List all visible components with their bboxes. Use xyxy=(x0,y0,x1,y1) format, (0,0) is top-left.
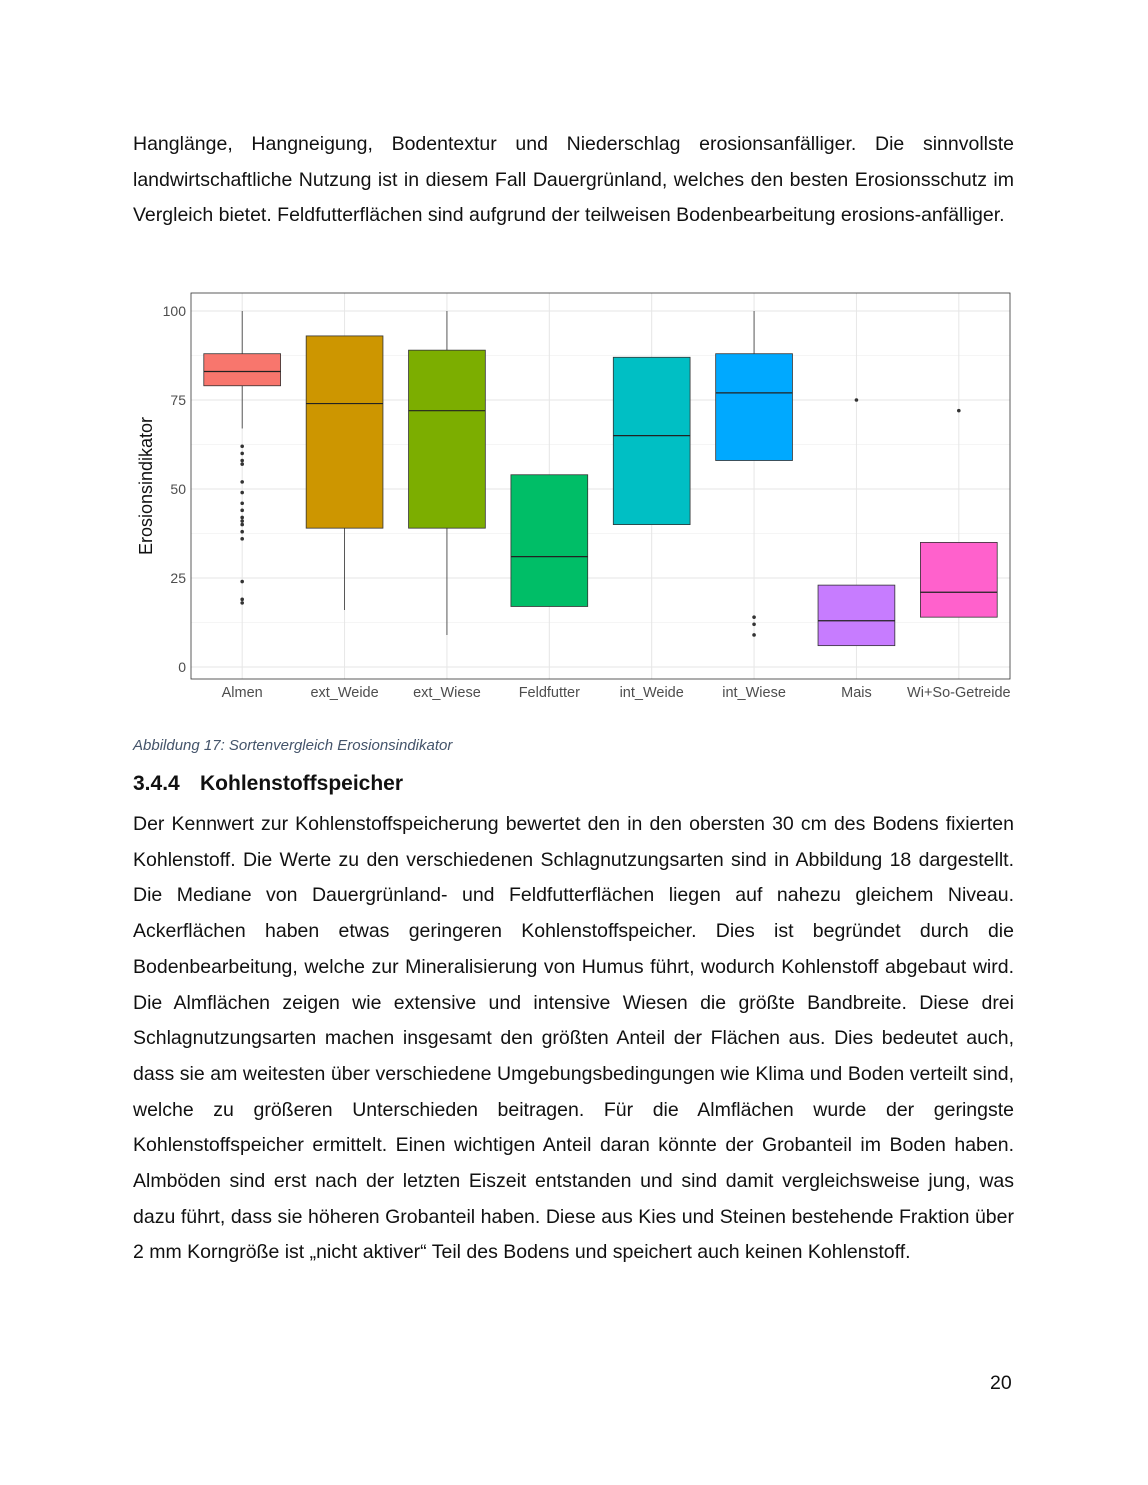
outlier-point xyxy=(240,530,244,534)
outlier-point xyxy=(240,459,244,463)
y-tick-label: 0 xyxy=(178,659,186,675)
section-number: 3.4.4 xyxy=(133,772,180,795)
outlier-point xyxy=(240,598,244,602)
outlier-point xyxy=(240,519,244,523)
box-Mais xyxy=(818,585,895,646)
outlier-point xyxy=(240,491,244,495)
outlier-point xyxy=(240,452,244,456)
box-int_Wiese xyxy=(716,354,793,461)
outlier-point xyxy=(752,615,756,619)
x-tick-label: ext_Weide xyxy=(310,685,379,701)
outlier-point xyxy=(240,537,244,541)
paragraph-body: Der Kennwert zur Kohlenstoffspeicherung bewertet den in den obersten 30 cm des Bodens fixierten Kohlenstoff. Die Werte zu den verschiedenen Schlagnutzungsarten sind in Abbildung 18 dargestellt. Die Mediane von Dauergrünland- und Feldfutterflächen liegen auf nahezu gleichem Niveau. Ackerflächen haben etwas geringeren Kohlenstoffspeicher. Dies ist begründet durch die Bodenbearbeitung, welche zur Mineralisierung von Humus führt, wodurch Kohlenstoff abgebaut wird. Die Almflächen zeigen wie extensive und intensive Wiesen die größte Bandbreite. Diese drei Schlagnutzungsarten machen insgesamt den größten Anteil der Flächen aus. Dies bedeutet auch, dass sie am weitesten über verschiedene Umgebungsbedingungen wie Klima und Boden verteilt sind, welche zu größeren Unterschieden beitragen. Für die Almflächen wurde der geringste Kohlenstoffspeicher ermittelt. Einen wichtigen Anteil daran könnte der Grobanteil im Boden haben. Almböden sind erst nach der letzten Eiszeit entstanden und sind damit vergleichsweise jung, was dazu führt, dass sie höheren Grobanteil haben. Diese aus Kies und Steinen bestehende Fraktion über 2 mm Korngröße ist „nicht aktiver“ Teil des Bodens und speichert auch keinen Kohlenstoff. xyxy=(133,813,1014,1264)
box-int_Weide xyxy=(613,357,690,524)
outlier-point xyxy=(240,444,244,448)
outlier-point xyxy=(957,409,961,413)
outlier-point xyxy=(240,580,244,584)
y-tick-label: 50 xyxy=(170,481,186,497)
box-ext_Weide xyxy=(306,336,383,528)
box-Almen xyxy=(204,354,281,386)
figure-caption: Abbildung 17: Sortenvergleich Erosionsindikator xyxy=(133,737,453,754)
x-tick-label: int_Wiese xyxy=(722,685,786,701)
box-Feldfutter xyxy=(511,475,588,607)
y-tick-label: 75 xyxy=(170,392,186,408)
boxplot-chart xyxy=(130,285,1020,705)
section-heading xyxy=(133,772,403,796)
box-Wi+So-Getreide xyxy=(920,542,997,617)
outlier-point xyxy=(240,516,244,520)
x-tick-label: Almen xyxy=(221,685,263,701)
outlier-point xyxy=(240,523,244,527)
outlier-point xyxy=(752,633,756,637)
outlier-point xyxy=(240,501,244,505)
page-number: 20 xyxy=(990,1372,1012,1394)
x-tick-label: Feldfutter xyxy=(518,685,580,701)
y-axis-title: Erosionsindikator xyxy=(136,416,156,556)
box-ext_Wiese xyxy=(409,350,486,528)
outlier-point xyxy=(752,622,756,626)
outlier-point xyxy=(240,509,244,513)
outlier-point xyxy=(240,462,244,466)
outlier-point xyxy=(855,398,859,402)
x-tick-label: ext_Wiese xyxy=(413,685,481,701)
paragraph-top: Hanglänge, Hangneigung, Bodentextur und Niederschlag erosionsanfälliger. Die sinnvollste landwirtschaftliche Nutzung ist in diesem Fall Dauergrünland, welches den besten Erosionsschutz im Vergleich bietet. Feldfutterflächen sind aufgrund der teilweisen Bodenbearbeitung erosions-anfälliger. xyxy=(133,133,1014,227)
y-tick-label: 100 xyxy=(162,303,186,319)
x-tick-label: Mais xyxy=(841,685,872,701)
x-tick-label: int_Weide xyxy=(619,685,684,701)
outlier-point xyxy=(240,601,244,605)
section-title: Kohlenstoffspeicher xyxy=(200,772,404,795)
outlier-point xyxy=(240,480,244,484)
x-tick-label: Wi+So-Getreide xyxy=(907,685,1011,701)
y-tick-label: 25 xyxy=(170,570,186,586)
